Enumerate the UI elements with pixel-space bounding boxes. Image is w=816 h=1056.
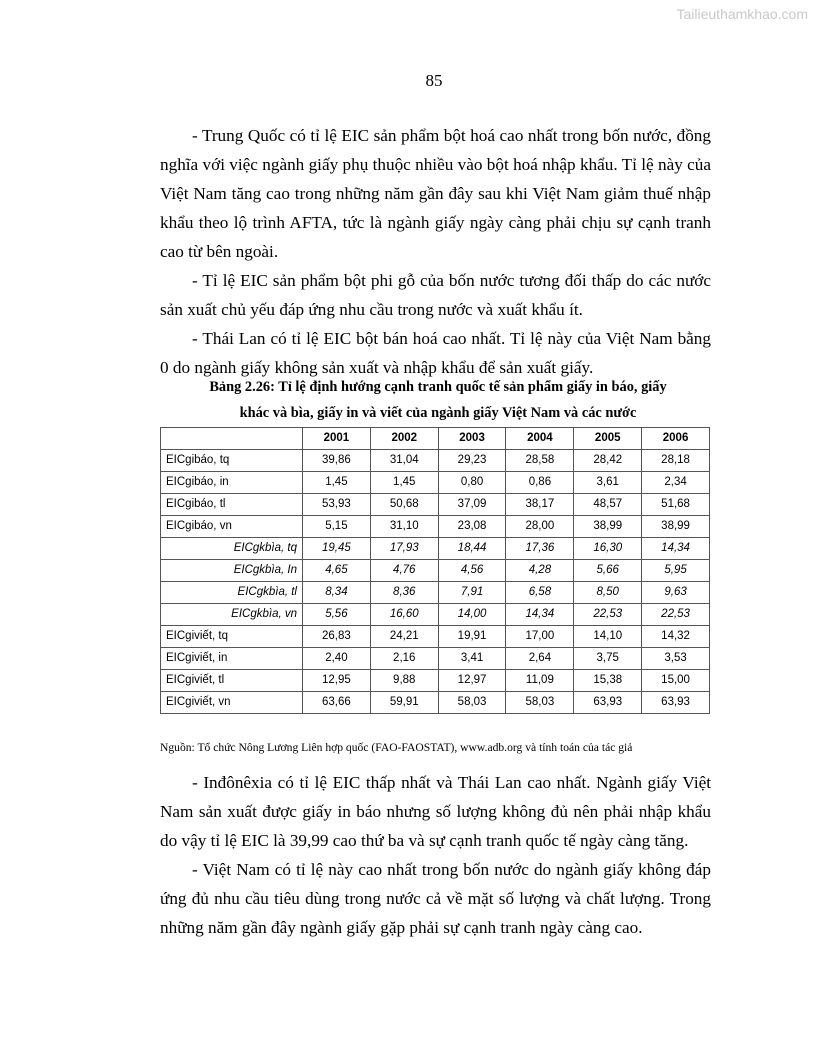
table-cell: 18,44 xyxy=(438,538,506,560)
table-cell: 50,68 xyxy=(370,494,438,516)
paragraph: - Inđônêxia có tỉ lệ EIC thấp nhất và Thái Lan cao nhất. Ngành giấy Việt Nam sản xuất được giấy in báo nhưng số lượng không đủ nên phải nhập khẩu do vậy tỉ lệ EIC là 39,99 cao thứ ba và sự cạnh tranh quốc tế ngày càng tăng. xyxy=(160,773,711,850)
table-cell: 48,57 xyxy=(574,494,642,516)
table-cell: 3,75 xyxy=(574,648,642,670)
table-cell: 58,03 xyxy=(506,692,574,714)
table-cell: 4,28 xyxy=(506,560,574,582)
row-label: EICgiviết, tl xyxy=(161,670,303,692)
table-cell: 39,86 xyxy=(303,450,371,472)
paragraph: - Việt Nam có tỉ lệ này cao nhất trong bốn nước do ngành giấy không đáp ứng đủ nhu cầu tiêu dùng trong nước cả về mặt số lượng và chất lượng. Trong những năm gần đây ngành giấy gặp phải sự cạnh tranh ngày càng cao. xyxy=(160,860,711,937)
table-cell: 0,86 xyxy=(506,472,574,494)
table-header-row xyxy=(161,428,710,450)
table-cell: 14,32 xyxy=(642,626,710,648)
table-cell: 17,00 xyxy=(506,626,574,648)
table-cell: 7,91 xyxy=(438,582,506,604)
table-row xyxy=(161,450,710,472)
table-row xyxy=(161,604,710,626)
table-cell: 5,15 xyxy=(303,516,371,538)
table-cell: 17,93 xyxy=(370,538,438,560)
row-label: EICgkbìa, vn xyxy=(161,604,303,626)
table-row xyxy=(161,648,710,670)
table-cell: 3,41 xyxy=(438,648,506,670)
eic-table xyxy=(160,427,710,714)
table-cell: 59,91 xyxy=(370,692,438,714)
table-header-year: 2003 xyxy=(438,428,506,450)
table-caption xyxy=(150,374,726,426)
table-header-year: 2006 xyxy=(642,428,710,450)
row-label: EICgkbìa, In xyxy=(161,560,303,582)
table-caption-line: Bảng 2.26: Tỉ lệ định hướng cạnh tranh quốc tế sản phẩm giấy in báo, giấy xyxy=(209,379,667,395)
row-label: EICgibáo, in xyxy=(161,472,303,494)
table-row xyxy=(161,626,710,648)
table-cell: 3,53 xyxy=(642,648,710,670)
row-label: EICgkbìa, tl xyxy=(161,582,303,604)
table-cell: 5,66 xyxy=(574,560,642,582)
table-cell: 11,09 xyxy=(506,670,574,692)
body-text-bottom xyxy=(160,768,711,942)
row-label: EICgibáo, tq xyxy=(161,450,303,472)
table-cell: 8,34 xyxy=(303,582,371,604)
table-cell: 38,99 xyxy=(574,516,642,538)
table-cell: 9,63 xyxy=(642,582,710,604)
table-cell: 22,53 xyxy=(642,604,710,626)
table-cell: 9,88 xyxy=(370,670,438,692)
table-row xyxy=(161,538,710,560)
table-cell: 38,17 xyxy=(506,494,574,516)
table-cell: 1,45 xyxy=(303,472,371,494)
table-cell: 51,68 xyxy=(642,494,710,516)
row-label: EICgibáo, tl xyxy=(161,494,303,516)
table-cell: 14,00 xyxy=(438,604,506,626)
table-cell: 12,97 xyxy=(438,670,506,692)
table-row xyxy=(161,692,710,714)
table-cell: 6,58 xyxy=(506,582,574,604)
table-row xyxy=(161,494,710,516)
table-cell: 4,76 xyxy=(370,560,438,582)
table-header-year: 2002 xyxy=(370,428,438,450)
table-row xyxy=(161,670,710,692)
table-cell: 29,23 xyxy=(438,450,506,472)
row-label: EICgiviết, in xyxy=(161,648,303,670)
table-cell: 12,95 xyxy=(303,670,371,692)
table-cell: 2,34 xyxy=(642,472,710,494)
table-cell: 19,91 xyxy=(438,626,506,648)
table-cell: 58,03 xyxy=(438,692,506,714)
table-cell: 31,10 xyxy=(370,516,438,538)
table-cell: 28,58 xyxy=(506,450,574,472)
table-cell: 14,10 xyxy=(574,626,642,648)
table-cell: 8,36 xyxy=(370,582,438,604)
table-row xyxy=(161,472,710,494)
table-cell: 1,45 xyxy=(370,472,438,494)
table-cell: 38,99 xyxy=(642,516,710,538)
table-cell: 15,38 xyxy=(574,670,642,692)
table-cell: 23,08 xyxy=(438,516,506,538)
table-cell: 2,40 xyxy=(303,648,371,670)
table-cell: 8,50 xyxy=(574,582,642,604)
watermark: Tailieuthamkhao.com xyxy=(676,6,808,22)
table-cell: 16,30 xyxy=(574,538,642,560)
table-caption-line: khác và bìa, giấy in và viết của ngành giấy Việt Nam và các nước xyxy=(239,405,637,421)
table-row xyxy=(161,560,710,582)
table-cell: 31,04 xyxy=(370,450,438,472)
table-header-year: 2001 xyxy=(303,428,371,450)
body-text-top xyxy=(160,121,711,382)
table-cell: 15,00 xyxy=(642,670,710,692)
row-label: EICgiviết, tq xyxy=(161,626,303,648)
table-cell: 19,45 xyxy=(303,538,371,560)
table-row xyxy=(161,582,710,604)
table-cell: 28,18 xyxy=(642,450,710,472)
table-cell: 24,21 xyxy=(370,626,438,648)
paragraph: - Tỉ lệ EIC sản phẩm bột phi gỗ của bốn nước tương đối thấp do các nước sản xuất chủ yếu đáp ứng nhu cầu trong nước và xuất khẩu ít. xyxy=(160,271,711,319)
table-cell: 37,09 xyxy=(438,494,506,516)
table-cell: 63,66 xyxy=(303,692,371,714)
table-cell: 4,65 xyxy=(303,560,371,582)
table-cell: 14,34 xyxy=(642,538,710,560)
paragraph: - Trung Quốc có tỉ lệ EIC sản phẩm bột hoá cao nhất trong bốn nước, đồng nghĩa với việc ngành giấy phụ thuộc nhiều vào bột hoá nhập khẩu. Tỉ lệ này của Việt Nam tăng cao trong những năm gần đây sau khi Việt Nam giảm thuế nhập khẩu theo lộ trình AFTA, tức là ngành giấy ngày càng phải chịu sự cạnh tranh cao từ bên ngoài. xyxy=(160,126,711,261)
table-cell: 0,80 xyxy=(438,472,506,494)
table-header-empty xyxy=(161,428,303,450)
table-cell: 5,95 xyxy=(642,560,710,582)
table-cell: 22,53 xyxy=(574,604,642,626)
table-cell: 14,34 xyxy=(506,604,574,626)
table-header-year: 2005 xyxy=(574,428,642,450)
table-cell: 26,83 xyxy=(303,626,371,648)
table-cell: 63,93 xyxy=(574,692,642,714)
table-cell: 17,36 xyxy=(506,538,574,560)
row-label: EICgkbìa, tq xyxy=(161,538,303,560)
table-cell: 53,93 xyxy=(303,494,371,516)
row-label: EICgiviết, vn xyxy=(161,692,303,714)
table-cell: 28,42 xyxy=(574,450,642,472)
table-cell: 2,16 xyxy=(370,648,438,670)
table-body xyxy=(161,450,710,714)
table-header-year: 2004 xyxy=(506,428,574,450)
page-number: 85 xyxy=(425,71,443,90)
table-cell: 4,56 xyxy=(438,560,506,582)
paragraph: - Thái Lan có tỉ lệ EIC bột bán hoá cao nhất. Tỉ lệ này của Việt Nam bằng 0 do ngành giấy không sản xuất và nhập khẩu để sản xuất giấy. xyxy=(160,329,711,377)
table-cell: 2,64 xyxy=(506,648,574,670)
table-cell: 5,56 xyxy=(303,604,371,626)
table-cell: 28,00 xyxy=(506,516,574,538)
source-note: Nguồn: Tổ chức Nông Lương Liên hợp quốc (FAO-FAOSTAT), www.adb.org và tính toán của tác giả xyxy=(160,741,633,754)
table-cell: 16,60 xyxy=(370,604,438,626)
table-row xyxy=(161,516,710,538)
table-cell: 63,93 xyxy=(642,692,710,714)
row-label: EICgibáo, vn xyxy=(161,516,303,538)
table-cell: 3,61 xyxy=(574,472,642,494)
